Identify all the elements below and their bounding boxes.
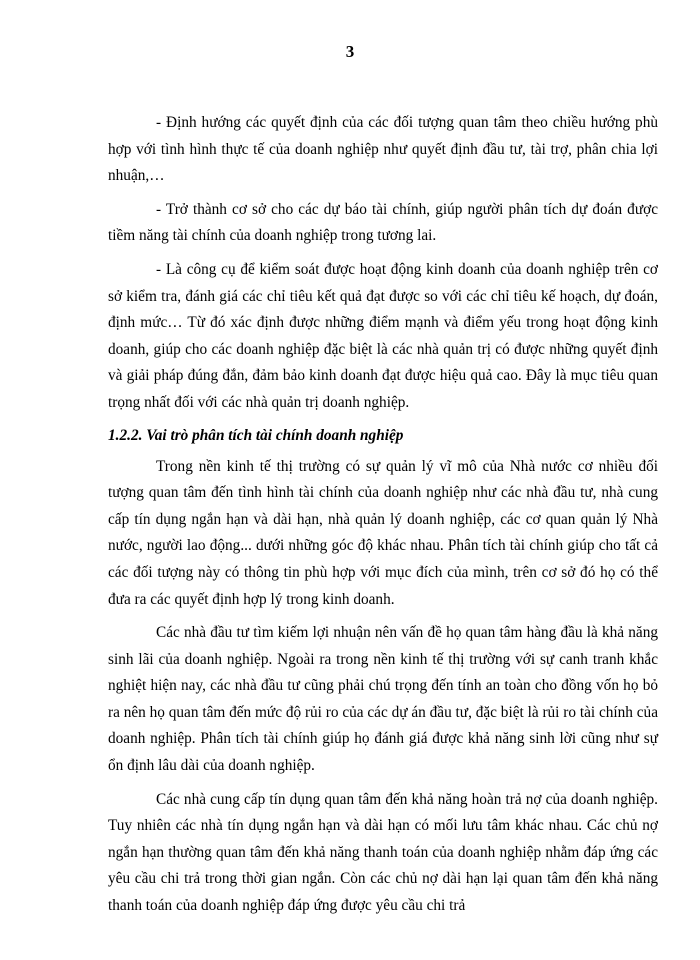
paragraph-decision-orientation: - Định hướng các quyết định của các đối tượng quan tâm theo chiều hướng phù hợp với tình hình thực tế của doanh nghiệp như quyết định đầu tư, tài trợ, phân chia lợi nhuận,… (108, 114, 658, 185)
paragraph-control-tool: - Là công cụ để kiểm soát được hoạt động kinh doanh của doanh nghiệp trên cơ sở kiểm tra, đánh giá các chỉ tiêu kết quả đạt được so với các chỉ tiêu kế hoạch, dự đoán, định mức… Từ đó xác định được những điểm mạnh và điểm yếu trong hoạt động kinh doanh, giúp cho các doanh nghiệp đặc biệt là các nhà quản trị có được những quyết định và giải pháp đúng đắn, đảm bảo kinh doanh đạt được hiệu quả cao. Đây là mục tiêu quan trọng nhất đối với các nhà quản trị doanh nghiệp. (108, 260, 658, 411)
section-heading: 1.2.2. Vai trò phân tích tài chính doanh nghiệp (108, 426, 404, 444)
paragraph-financial-forecast: - Trở thành cơ sở cho các dự báo tài chính, giúp người phân tích dự đoán được tiềm năng tài chính của doanh nghiệp trong tương lai. (108, 200, 658, 245)
paragraph-creditors: Các nhà cung cấp tín dụng quan tâm đến khả năng hoàn trả nợ của doanh nghiệp. Tuy nhiên các nhà tín dụng ngắn hạn và dài hạn có mối lưu tâm khác nhau. Các chủ nợ ngắn hạn thường quan tâm đến khả năng thanh toán của doanh nghiệp nhằm đáp ứng các yêu cầu chi trả trong thời gian ngắn. Còn các chủ nợ dài hạn lại quan tâm đến khả năng thanh toán của doanh nghiệp đáp ứng được yêu cầu chi trả (108, 790, 658, 915)
paragraph-investors: Các nhà đầu tư tìm kiếm lợi nhuận nên vấn đề họ quan tâm hàng đầu là khả năng sinh lãi của doanh nghiệp. Ngoài ra trong nền kinh tế thị trường với sự canh tranh khắc nghiệt hiện nay, các nhà đầu tư cũng phải chú trọng đến tính an toàn cho đồng vốn họ bỏ ra nên họ quan tâm đến mức độ rủi ro của các dự án đầu tư, đặc biệt là rủi ro tài chính của doanh nghiệp. Phân tích tài chính giúp họ đánh giá được khả năng sinh lời cũng như sự ổn định lâu dài của doanh nghiệp. (108, 624, 658, 775)
page-number: 3 (345, 42, 355, 61)
document-body (108, 110, 658, 927)
paragraph-stakeholders: Trong nền kinh tế thị trường có sự quản lý vĩ mô của Nhà nước cơ nhiều đối tượng quan tâm đến tình hình tài chính của doanh nghiệp như các nhà đầu tư, nhà cung cấp tín dụng ngắn hạn và dài hạn, nhà quản lý doanh nghiệp, các cơ quan quản lý Nhà nước, người lao động... dưới những góc độ khác nhau. Phân tích tài chính giúp cho tất cả các đối tượng này có thông tin phù hợp với mục đích của mình, trên cơ sở đó họ có thể đưa ra các quyết định hợp lý trong kinh doanh. (108, 457, 658, 608)
